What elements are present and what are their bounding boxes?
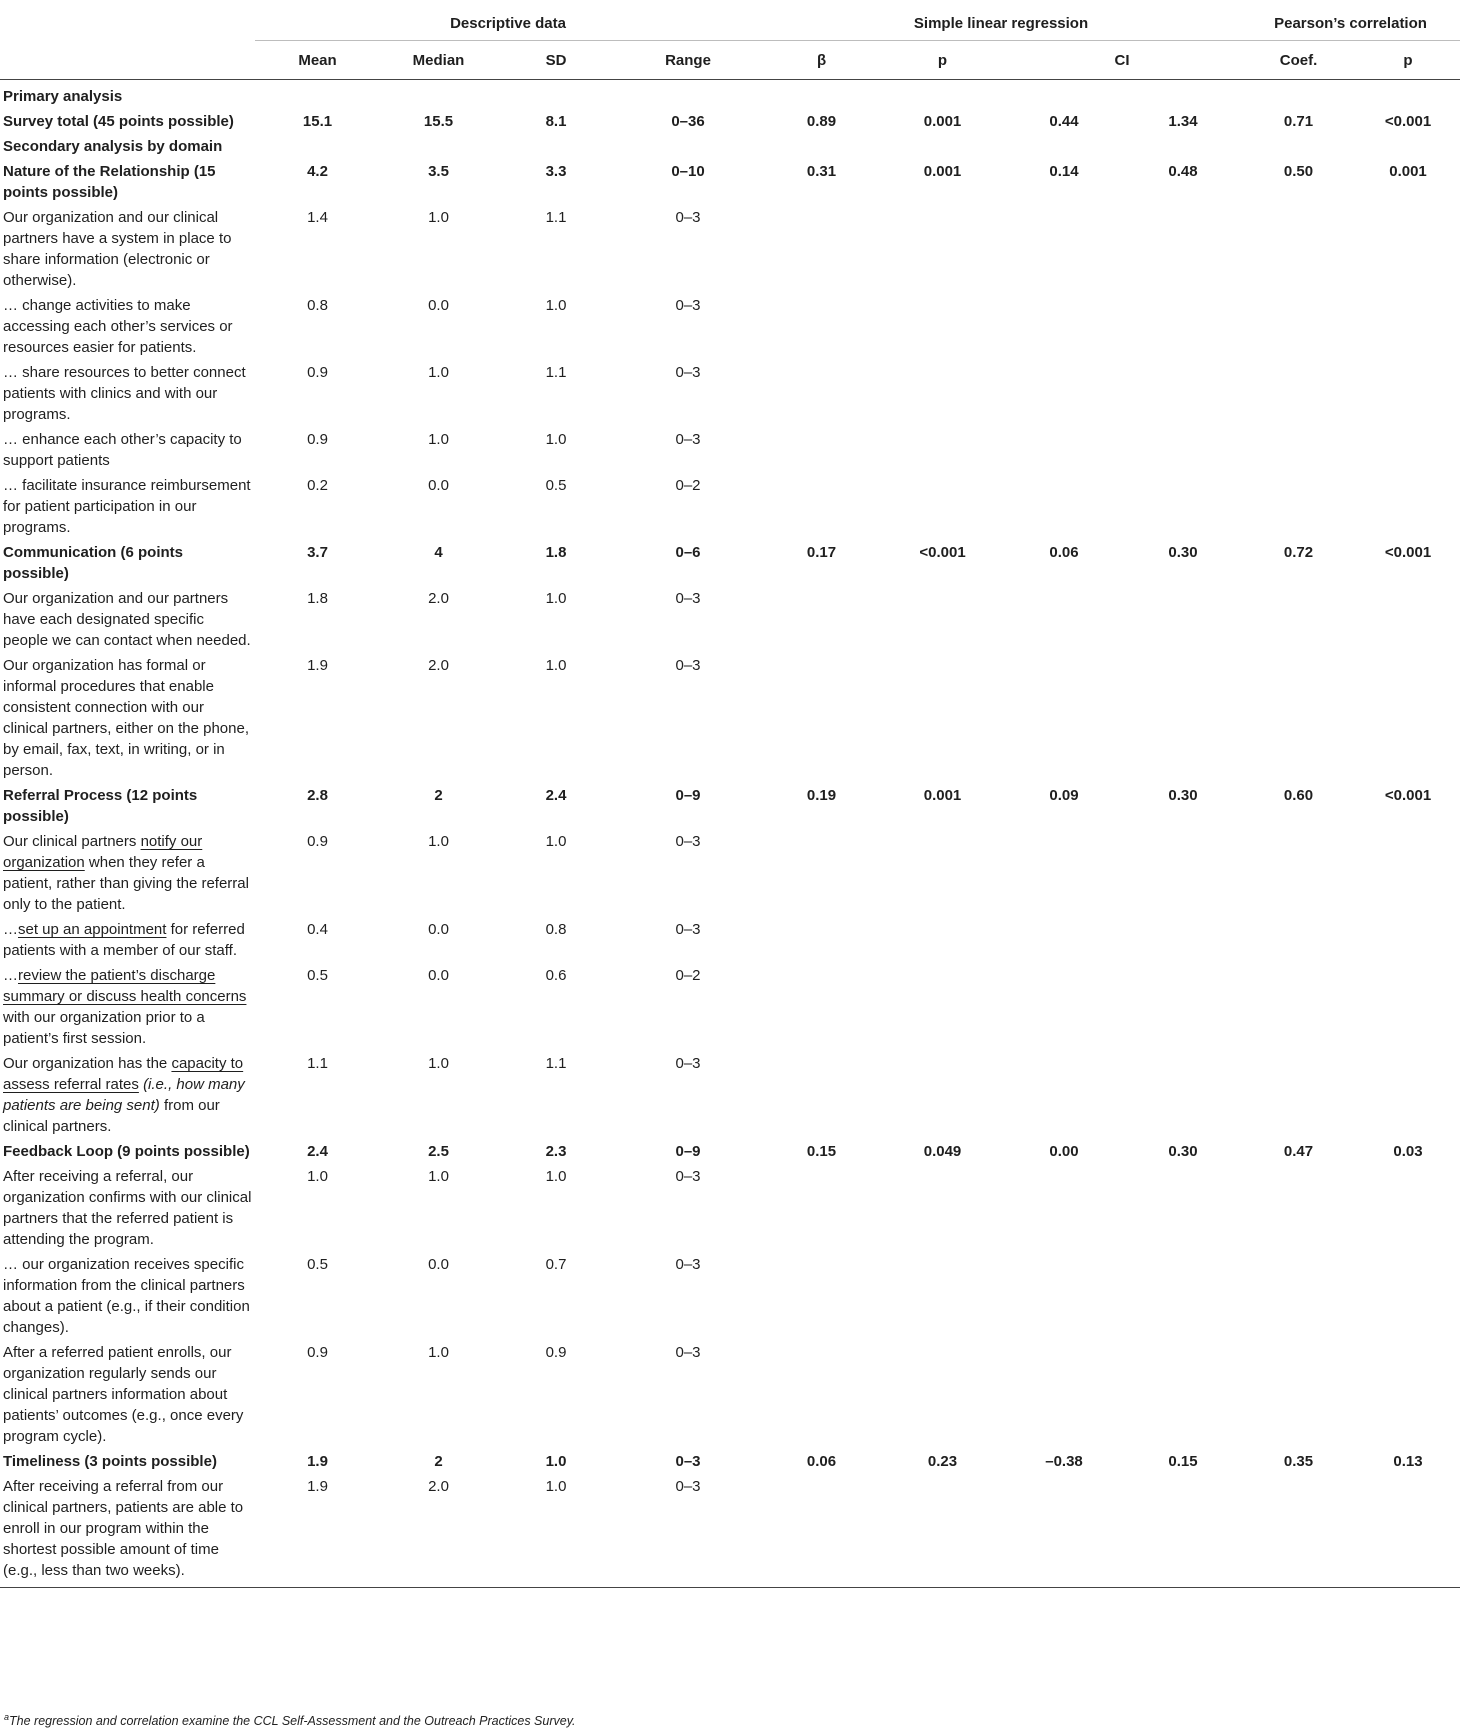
item-label: … facilitate insurance reimbursement for patient participation in our programs.: [3, 477, 251, 536]
cell-coef: 0.72: [1283, 544, 1314, 561]
cell-empty: [1003, 917, 1125, 963]
cell-empty: [761, 360, 882, 427]
cell-mean: 3.7: [307, 544, 328, 561]
cell-sd: 1.0: [545, 431, 567, 448]
item-row: [0, 205, 1460, 293]
cell-empty: [1003, 829, 1125, 917]
cell-median: 2.0: [428, 657, 449, 674]
cell-empty: [761, 1252, 882, 1340]
cell-empty: [1125, 917, 1241, 963]
item-label-part: when they refer a patient, rather than giving the referral only to the patient.: [3, 854, 249, 913]
cell-range: 0–36: [671, 113, 705, 130]
cell-empty: [1356, 1474, 1460, 1588]
cell-median: 0.0: [428, 297, 449, 314]
item-label: [0, 829, 255, 917]
cell-empty: [1356, 586, 1460, 653]
cell-range: 0–6: [675, 544, 701, 561]
cell-ci-high: 1.34: [1168, 113, 1198, 130]
cell-range: 0–3: [675, 364, 701, 381]
cell-sd: 1.1: [545, 209, 567, 226]
cell-p: <0.001: [919, 544, 966, 561]
cell-sd: 2.4: [545, 787, 567, 804]
cell-empty: [882, 917, 1003, 963]
row-domain-communication: [0, 540, 1460, 586]
cell-empty: [1356, 963, 1460, 1051]
cell-empty: [1356, 1051, 1460, 1139]
row-label: Timeliness (3 points possible): [3, 1453, 217, 1470]
footnote-marker: a: [4, 1712, 10, 1722]
cell-empty: [1125, 205, 1241, 293]
cell-empty: [1356, 427, 1460, 473]
cell-median: 1.0: [428, 833, 449, 850]
cell-empty: [1356, 917, 1460, 963]
cell-coef: 0.60: [1283, 787, 1314, 804]
item-label-part: capacity to assess referral rates: [3, 1055, 244, 1093]
cell-p: 0.23: [927, 1453, 958, 1470]
row-survey-total: [0, 109, 1460, 134]
cell-empty: [882, 473, 1003, 540]
cell-empty: [882, 829, 1003, 917]
cell-ci-high: 0.30: [1168, 544, 1198, 561]
cell-beta: 0.17: [806, 544, 837, 561]
cell-range: 0–10: [671, 163, 705, 180]
cell-range: 0–3: [675, 1168, 701, 1185]
cell-range: 0–3: [675, 431, 701, 448]
cell-median: 0.0: [428, 921, 449, 938]
cell-empty: [882, 427, 1003, 473]
cell-range: 0–3: [675, 657, 701, 674]
cell-empty: [1241, 293, 1356, 360]
cell-mean: 2.8: [307, 787, 328, 804]
item-row: [0, 653, 1460, 783]
cell-empty: [1241, 1340, 1356, 1449]
header-coef: Coef.: [1241, 41, 1356, 80]
header-group-row: [0, 6, 1460, 41]
cell-mean: 1.4: [307, 209, 328, 226]
cell-mean: 0.9: [307, 431, 328, 448]
cell-mean: 15.1: [302, 113, 333, 130]
cell-ci-low: 0.44: [1049, 113, 1079, 130]
header-range: Range: [615, 41, 761, 80]
item-label-part: from our clinical partners.: [3, 1097, 220, 1135]
cell-coef: 0.50: [1283, 163, 1314, 180]
cell-coef: 0.47: [1283, 1143, 1314, 1160]
cell-p: 0.001: [923, 787, 962, 804]
cell-median: 0.0: [428, 1256, 449, 1273]
cell-sd: 1.0: [545, 833, 567, 850]
cell-mean: 0.5: [307, 1256, 328, 1273]
header-sd: SD: [497, 41, 615, 80]
cell-empty: [882, 1474, 1003, 1588]
cell-sd: 1.0: [545, 590, 567, 607]
header-p2: p: [1356, 41, 1460, 80]
cell-sd: 0.8: [545, 921, 567, 938]
cell-median: 2: [434, 1453, 443, 1470]
cell-sd: 1.0: [545, 657, 567, 674]
cell-empty: [1356, 1164, 1460, 1252]
cell-p2: 0.13: [1393, 1453, 1423, 1470]
cell-empty: [1241, 1164, 1356, 1252]
header-beta: β: [761, 41, 882, 80]
cell-empty: [1003, 1340, 1125, 1449]
cell-median: 0.0: [428, 967, 449, 984]
cell-empty: [882, 586, 1003, 653]
cell-empty: [1356, 829, 1460, 917]
cell-range: 0–2: [675, 477, 701, 494]
item-row: [0, 1051, 1460, 1139]
footnote: [4, 1712, 576, 1728]
cell-mean: 1.8: [307, 590, 328, 607]
cell-p2: <0.001: [1384, 113, 1432, 130]
cell-ci-high: 0.30: [1168, 787, 1198, 804]
cell-range: 0–9: [675, 787, 701, 804]
cell-mean: 1.9: [307, 657, 328, 674]
item-label: … share resources to better connect patients with clinics and with our programs.: [3, 364, 246, 423]
item-label-part: …: [3, 921, 18, 938]
item-row: [0, 829, 1460, 917]
cell-median: 2.5: [428, 1143, 449, 1160]
cell-p2: 0.001: [1389, 163, 1427, 180]
cell-range: 0–3: [675, 297, 701, 314]
item-label-part: Our organization has the: [3, 1055, 172, 1072]
cell-sd: 1.0: [545, 297, 567, 314]
cell-mean: 1.1: [307, 1055, 328, 1072]
cell-median: 1.0: [428, 1168, 449, 1185]
item-label-part: notify our organization: [3, 833, 203, 871]
cell-sd: 1.0: [545, 1453, 567, 1470]
cell-range: 0–3: [675, 1344, 701, 1361]
cell-empty: [1125, 427, 1241, 473]
cell-empty: [1003, 1051, 1125, 1139]
cell-empty: [882, 293, 1003, 360]
item-label: Our organization and our clinical partners have a system in place to share information (electronic or otherwise).: [3, 209, 232, 289]
cell-empty: [1241, 360, 1356, 427]
item-label: … change activities to make accessing each other’s services or resources easier for patients.: [3, 297, 233, 356]
cell-p: 0.001: [923, 113, 962, 130]
cell-median: 2.0: [380, 1474, 497, 1588]
cell-empty: [882, 360, 1003, 427]
cell-median: 3.5: [428, 163, 449, 180]
item-label-part: Our clinical partners: [3, 833, 141, 850]
cell-empty: [761, 829, 882, 917]
header-empty: [0, 6, 255, 41]
item-label-part: for referred patients with a member of our staff.: [3, 921, 245, 959]
item-label-part: review the patient’s discharge summary or discuss health concerns: [3, 967, 247, 1005]
cell-empty: [761, 963, 882, 1051]
cell-empty: [1241, 829, 1356, 917]
cell-ci-high: 0.30: [1168, 1143, 1198, 1160]
cell-empty: [1241, 473, 1356, 540]
cell-empty: [1125, 1474, 1241, 1588]
cell-empty: [882, 1252, 1003, 1340]
row-domain-referral: [0, 783, 1460, 829]
cell-median: 4: [434, 544, 443, 561]
results-table: [0, 6, 1460, 1588]
item-label: … our organization receives specific information from the clinical partners about a patient (e.g., if their condition changes).: [3, 1256, 250, 1336]
cell-sd: 2.3: [545, 1143, 567, 1160]
cell-p2: <0.001: [1384, 544, 1432, 561]
cell-empty: [761, 293, 882, 360]
cell-ci-high: 0.15: [1168, 1453, 1198, 1470]
cell-mean: 1.9: [307, 1453, 328, 1470]
item-label: Our organization and our partners have each designated specific people we can contact when needed.: [3, 590, 251, 649]
cell-beta: 0.15: [806, 1143, 837, 1160]
header-column-row: [0, 41, 1460, 80]
cell-empty: [1241, 963, 1356, 1051]
cell-empty: [1003, 963, 1125, 1051]
cell-sd: 0.6: [545, 967, 567, 984]
cell-ci-low: 0.06: [1049, 544, 1079, 561]
header-median: Median: [380, 41, 497, 80]
cell-empty: [1241, 1252, 1356, 1340]
cell-median: 1.0: [428, 364, 449, 381]
cell-sd: 0.7: [545, 1256, 567, 1273]
cell-empty: [1241, 653, 1356, 783]
row-label: Feedback Loop (9 points possible): [3, 1143, 250, 1160]
cell-empty: [882, 653, 1003, 783]
cell-mean: 0.9: [307, 1344, 328, 1361]
header-descriptive: Descriptive data: [255, 6, 761, 41]
cell-empty: [761, 473, 882, 540]
footnote-text: The regression and correlation examine the CCL Self-Assessment and the Outreach Practices Survey.: [9, 1714, 576, 1729]
row-label: Survey total (45 points possible): [3, 113, 234, 130]
cell-empty: [761, 205, 882, 293]
cell-empty: [882, 1164, 1003, 1252]
cell-empty: [1241, 427, 1356, 473]
item-row: [0, 1164, 1460, 1252]
cell-empty: [1356, 473, 1460, 540]
cell-empty: [1356, 653, 1460, 783]
cell-median: 2.0: [428, 590, 449, 607]
item-row: [0, 360, 1460, 427]
cell-range: 0–9: [675, 1143, 701, 1160]
cell-sd: 0.5: [545, 477, 567, 494]
cell-sd: 8.1: [545, 113, 567, 130]
cell-sd: 1.1: [545, 1055, 567, 1072]
row-label: Communication (6 points possible): [3, 544, 183, 582]
item-row: [0, 1252, 1460, 1340]
cell-empty: [1125, 473, 1241, 540]
item-row: [0, 1340, 1460, 1449]
cell-ci-low: 0.09: [1049, 787, 1079, 804]
cell-empty: [882, 205, 1003, 293]
cell-empty: [1003, 1252, 1125, 1340]
item-row: [0, 1474, 1460, 1588]
item-label: [0, 963, 255, 1051]
cell-beta: 0.31: [806, 163, 837, 180]
cell-range: 0–3: [615, 1474, 761, 1588]
cell-empty: [1241, 1051, 1356, 1139]
cell-empty: [1241, 917, 1356, 963]
cell-beta: 0.19: [806, 787, 837, 804]
cell-sd: 1.0: [497, 1474, 615, 1588]
cell-empty: [761, 1340, 882, 1449]
cell-mean: 1.9: [255, 1474, 380, 1588]
cell-empty: [1003, 1164, 1125, 1252]
header-correlation: Pearson’s correlation: [1241, 6, 1460, 41]
item-label: After receiving a referral from our clinical partners, patients are able to enroll in our program within the shortest possible amount of time (e.g., less than two weeks).: [0, 1474, 255, 1588]
cell-coef: 0.35: [1283, 1453, 1314, 1470]
cell-sd: 1.0: [545, 1168, 567, 1185]
cell-empty: [1125, 1252, 1241, 1340]
cell-empty: [1125, 586, 1241, 653]
section-secondary: [0, 134, 1460, 159]
cell-range: 0–3: [675, 921, 701, 938]
row-label: Nature of the Relationship (15 points possible): [3, 163, 216, 201]
cell-empty: [1003, 1474, 1125, 1588]
item-row: [0, 427, 1460, 473]
item-label: After receiving a referral, our organization confirms with our clinical partners that the referred patient is attending the program.: [3, 1168, 252, 1248]
cell-median: 1.0: [428, 431, 449, 448]
item-label-part: set up an appointment: [18, 921, 167, 938]
cell-empty: [1356, 1252, 1460, 1340]
item-row: [0, 917, 1460, 963]
header-regression: Simple linear regression: [761, 6, 1241, 41]
cell-empty: [1125, 829, 1241, 917]
cell-p: 0.049: [923, 1143, 962, 1160]
cell-empty: [1125, 360, 1241, 427]
secondary-title: Secondary analysis by domain: [3, 138, 223, 155]
item-label-part: (i.e., how many patients are being sent): [3, 1076, 245, 1114]
section-primary: [0, 84, 1460, 109]
cell-empty: [1125, 293, 1241, 360]
header-ci: CI: [1003, 41, 1241, 80]
cell-coef: 0.71: [1283, 113, 1314, 130]
cell-ci-high: 0.48: [1168, 163, 1198, 180]
cell-mean: 0.9: [307, 364, 328, 381]
cell-sd: 3.3: [545, 163, 567, 180]
cell-range: 0–3: [675, 833, 701, 850]
cell-p2: <0.001: [1384, 787, 1432, 804]
cell-empty: [1003, 427, 1125, 473]
cell-range: 0–3: [675, 1453, 701, 1470]
cell-p: 0.001: [923, 163, 962, 180]
row-domain-feedback: [0, 1139, 1460, 1164]
item-label: After a referred patient enrolls, our organization regularly sends our clinical partners information about patients’ outcomes (e.g., once every program cycle).: [3, 1344, 244, 1445]
item-label: … enhance each other’s capacity to support patients: [3, 431, 242, 469]
cell-mean: 0.9: [307, 833, 328, 850]
item-row: [0, 586, 1460, 653]
item-row: [0, 473, 1460, 540]
cell-median: 1.0: [428, 209, 449, 226]
cell-empty: [1003, 293, 1125, 360]
item-label: Our organization has formal or informal procedures that enable consistent connection with our clinical partners, either on the phone, by email, fax, text, in writing, or in person.: [3, 657, 249, 779]
cell-empty: [761, 917, 882, 963]
item-label-part: with our organization prior to a patient’s first session.: [3, 1009, 205, 1047]
cell-p2: 0.03: [1393, 1143, 1423, 1160]
cell-empty: [1241, 1474, 1356, 1588]
item-row: [0, 963, 1460, 1051]
cell-empty: [761, 427, 882, 473]
cell-empty: [1241, 586, 1356, 653]
cell-empty: [761, 1164, 882, 1252]
cell-empty: [1003, 360, 1125, 427]
item-label: [0, 1051, 255, 1139]
cell-empty: [761, 1051, 882, 1139]
cell-empty: [1356, 293, 1460, 360]
cell-empty: [1125, 1340, 1241, 1449]
cell-median: 0.0: [428, 477, 449, 494]
cell-empty: [1125, 653, 1241, 783]
primary-title: Primary analysis: [3, 88, 123, 105]
row-domain-nature: [0, 159, 1460, 205]
cell-empty: [1125, 1164, 1241, 1252]
cell-ci-low: 0.00: [1049, 1143, 1079, 1160]
cell-range: 0–3: [675, 1256, 701, 1273]
cell-median: 2: [434, 787, 443, 804]
cell-empty: [1003, 473, 1125, 540]
cell-mean: 0.4: [307, 921, 328, 938]
header-label-blank: [0, 41, 255, 80]
cell-empty: [1356, 205, 1460, 293]
cell-sd: 1.8: [545, 544, 567, 561]
cell-empty: [761, 586, 882, 653]
cell-median: 15.5: [423, 113, 454, 130]
cell-range: 0–3: [675, 1055, 701, 1072]
cell-range: 0–2: [675, 967, 701, 984]
cell-ci-low: –0.38: [1045, 1453, 1083, 1470]
header-p: p: [882, 41, 1003, 80]
cell-sd: 1.1: [545, 364, 567, 381]
cell-mean: 0.5: [307, 967, 328, 984]
cell-empty: [882, 963, 1003, 1051]
cell-beta: 0.06: [806, 1453, 837, 1470]
cell-empty: [1241, 205, 1356, 293]
cell-empty: [1356, 360, 1460, 427]
cell-median: 1.0: [428, 1344, 449, 1361]
cell-mean: 2.4: [307, 1143, 328, 1160]
row-label: Referral Process (12 points possible): [3, 787, 198, 825]
cell-empty: [1003, 653, 1125, 783]
cell-mean: 0.2: [307, 477, 328, 494]
item-row: [0, 293, 1460, 360]
row-domain-timeliness: [0, 1449, 1460, 1474]
cell-mean: 0.8: [307, 297, 328, 314]
cell-beta: 0.89: [806, 113, 837, 130]
header-mean: Mean: [255, 41, 380, 80]
cell-sd: 0.9: [545, 1344, 567, 1361]
cell-empty: [1003, 205, 1125, 293]
cell-empty: [1125, 1051, 1241, 1139]
cell-median: 1.0: [428, 1055, 449, 1072]
cell-empty: [1003, 586, 1125, 653]
cell-range: 0–3: [675, 590, 701, 607]
item-label-part: …: [3, 967, 18, 984]
item-label: [0, 917, 255, 963]
cell-empty: [1125, 963, 1241, 1051]
cell-range: 0–3: [675, 209, 701, 226]
cell-empty: [761, 653, 882, 783]
table-body: [0, 80, 1460, 1588]
cell-empty: [1356, 1340, 1460, 1449]
cell-empty: [882, 1051, 1003, 1139]
cell-mean: 1.0: [307, 1168, 328, 1185]
cell-empty: [882, 1340, 1003, 1449]
cell-ci-low: 0.14: [1049, 163, 1079, 180]
cell-empty: [761, 1474, 882, 1588]
cell-mean: 4.2: [307, 163, 328, 180]
